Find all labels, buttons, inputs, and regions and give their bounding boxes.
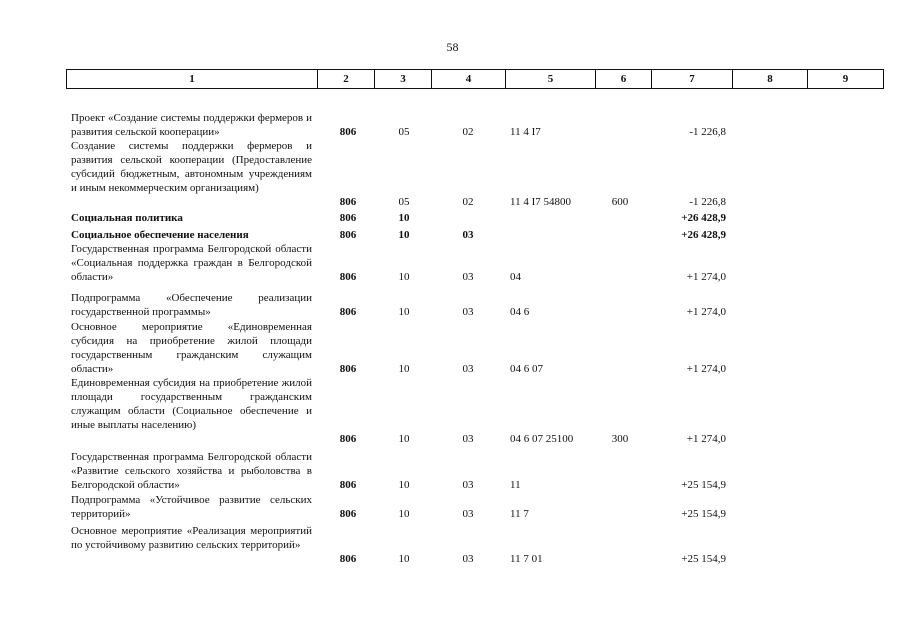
cell-amount: +1 274,0 xyxy=(686,271,726,283)
cell-subsection: 02 xyxy=(462,126,474,138)
table-row xyxy=(0,139,905,209)
table-row xyxy=(0,228,905,242)
cell-amount: +1 274,0 xyxy=(686,433,726,445)
cell-target-article: 11 4 I7 54800 xyxy=(510,196,572,208)
cell-target-article: 04 6 07 25100 xyxy=(510,433,574,445)
cell-amount: +25 154,9 xyxy=(681,553,726,565)
cell-amount: -1 226,8 xyxy=(689,196,726,208)
cell-section: 10 xyxy=(398,508,410,520)
row-description: Социальное обеспечение населения xyxy=(71,229,249,241)
cell-subsection: 03 xyxy=(462,553,474,565)
cell-target-article: 04 6 xyxy=(510,306,530,318)
cell-target-article: 04 xyxy=(510,271,521,283)
cell-target-article: 11 7 01 xyxy=(510,553,543,565)
page-number: 58 xyxy=(446,40,459,54)
cell-section: 10 xyxy=(398,212,410,224)
table-row xyxy=(0,450,905,492)
table-row xyxy=(0,211,905,225)
cell-subsection: 03 xyxy=(462,306,474,318)
cell-expense-type: 600 xyxy=(611,196,629,208)
column-header-3: 3 xyxy=(375,70,432,89)
cell-section: 05 xyxy=(398,126,410,138)
column-header-8: 8 xyxy=(733,70,808,89)
cell-subsection: 03 xyxy=(462,508,474,520)
column-header-5: 5 xyxy=(506,70,596,89)
cell-section: 10 xyxy=(398,553,410,565)
table-row xyxy=(0,111,905,139)
cell-section: 10 xyxy=(398,229,410,241)
row-description: Единовременная субсидия на приобретение жилой площади государственным гражданским служащим области (Социальное обеспечение и иные выплаты населению) xyxy=(71,377,312,431)
cell-target-article: 04 6 07 xyxy=(510,363,543,375)
row-description: Подпрограмма «Обеспечение реализации государственной программы» xyxy=(71,292,312,318)
cell-subsection: 03 xyxy=(462,363,474,375)
cell-section: 10 xyxy=(398,363,410,375)
cell-ministry-code: 806 xyxy=(339,229,357,241)
column-header-2: 2 xyxy=(318,70,375,89)
row-description: Создание системы поддержки фермеров и развития сельской кооперации (Предоставление субсидий бюджетным, автономным учреждениям и иным некоммерческим организациям) xyxy=(71,140,312,194)
cell-ministry-code: 806 xyxy=(339,433,357,445)
cell-target-article: 11 4 I7 xyxy=(510,126,541,138)
column-header-7: 7 xyxy=(652,70,733,89)
column-header-6: 6 xyxy=(596,70,652,89)
column-header-9: 9 xyxy=(808,70,884,89)
table-row xyxy=(0,242,905,284)
cell-amount: -1 226,8 xyxy=(689,126,726,138)
cell-section: 10 xyxy=(398,271,410,283)
column-header-1: 1 xyxy=(67,70,318,89)
row-description: Проект «Создание системы поддержки фермеров и развития сельской кооперации» xyxy=(71,112,312,138)
cell-amount: +25 154,9 xyxy=(681,508,726,520)
row-description: Основное мероприятие «Единовременная субсидия на приобретение жилой площади государственным гражданским служащим области» xyxy=(71,321,312,375)
cell-amount: +1 274,0 xyxy=(686,363,726,375)
cell-ministry-code: 806 xyxy=(339,212,357,224)
cell-subsection: 03 xyxy=(462,229,474,241)
cell-section: 05 xyxy=(398,196,410,208)
cell-amount: +26 428,9 xyxy=(681,229,726,241)
cell-amount: +26 428,9 xyxy=(681,212,726,224)
cell-subsection: 03 xyxy=(462,433,474,445)
row-description: Подпрограмма «Устойчивое развитие сельских территорий» xyxy=(71,494,312,520)
cell-ministry-code: 806 xyxy=(339,508,357,520)
cell-ministry-code: 806 xyxy=(339,553,357,565)
cell-ministry-code: 806 xyxy=(339,479,357,491)
cell-expense-type: 300 xyxy=(611,433,629,445)
cell-ministry-code: 806 xyxy=(339,126,357,138)
cell-ministry-code: 806 xyxy=(339,271,357,283)
cell-amount: +1 274,0 xyxy=(686,306,726,318)
table-row xyxy=(0,493,905,521)
row-description: Социальная политика xyxy=(71,212,183,224)
cell-target-article: 11 7 xyxy=(510,508,529,520)
cell-target-article: 11 xyxy=(510,479,521,491)
cell-subsection: 02 xyxy=(462,196,474,208)
cell-ministry-code: 806 xyxy=(339,363,357,375)
table-row xyxy=(0,376,905,446)
cell-ministry-code: 806 xyxy=(339,306,357,318)
column-header-4: 4 xyxy=(432,70,506,89)
cell-subsection: 03 xyxy=(462,271,474,283)
row-description: Государственная программа Белгородской области «Социальная поддержка граждан в Белгородской области» xyxy=(71,243,312,283)
cell-section: 10 xyxy=(398,479,410,491)
cell-section: 10 xyxy=(398,433,410,445)
row-description: Основное мероприятие «Реализация мероприятий по устойчивому развитию сельских территорий» xyxy=(71,525,312,551)
cell-amount: +25 154,9 xyxy=(681,479,726,491)
row-description: Государственная программа Белгородской области «Развитие сельского хозяйства и рыболовства в Белгородской области» xyxy=(71,451,312,491)
cell-ministry-code: 806 xyxy=(339,196,357,208)
cell-section: 10 xyxy=(398,306,410,318)
table-row xyxy=(0,524,905,566)
table-row xyxy=(0,320,905,376)
cell-subsection: 03 xyxy=(462,479,474,491)
table-row xyxy=(0,291,905,319)
